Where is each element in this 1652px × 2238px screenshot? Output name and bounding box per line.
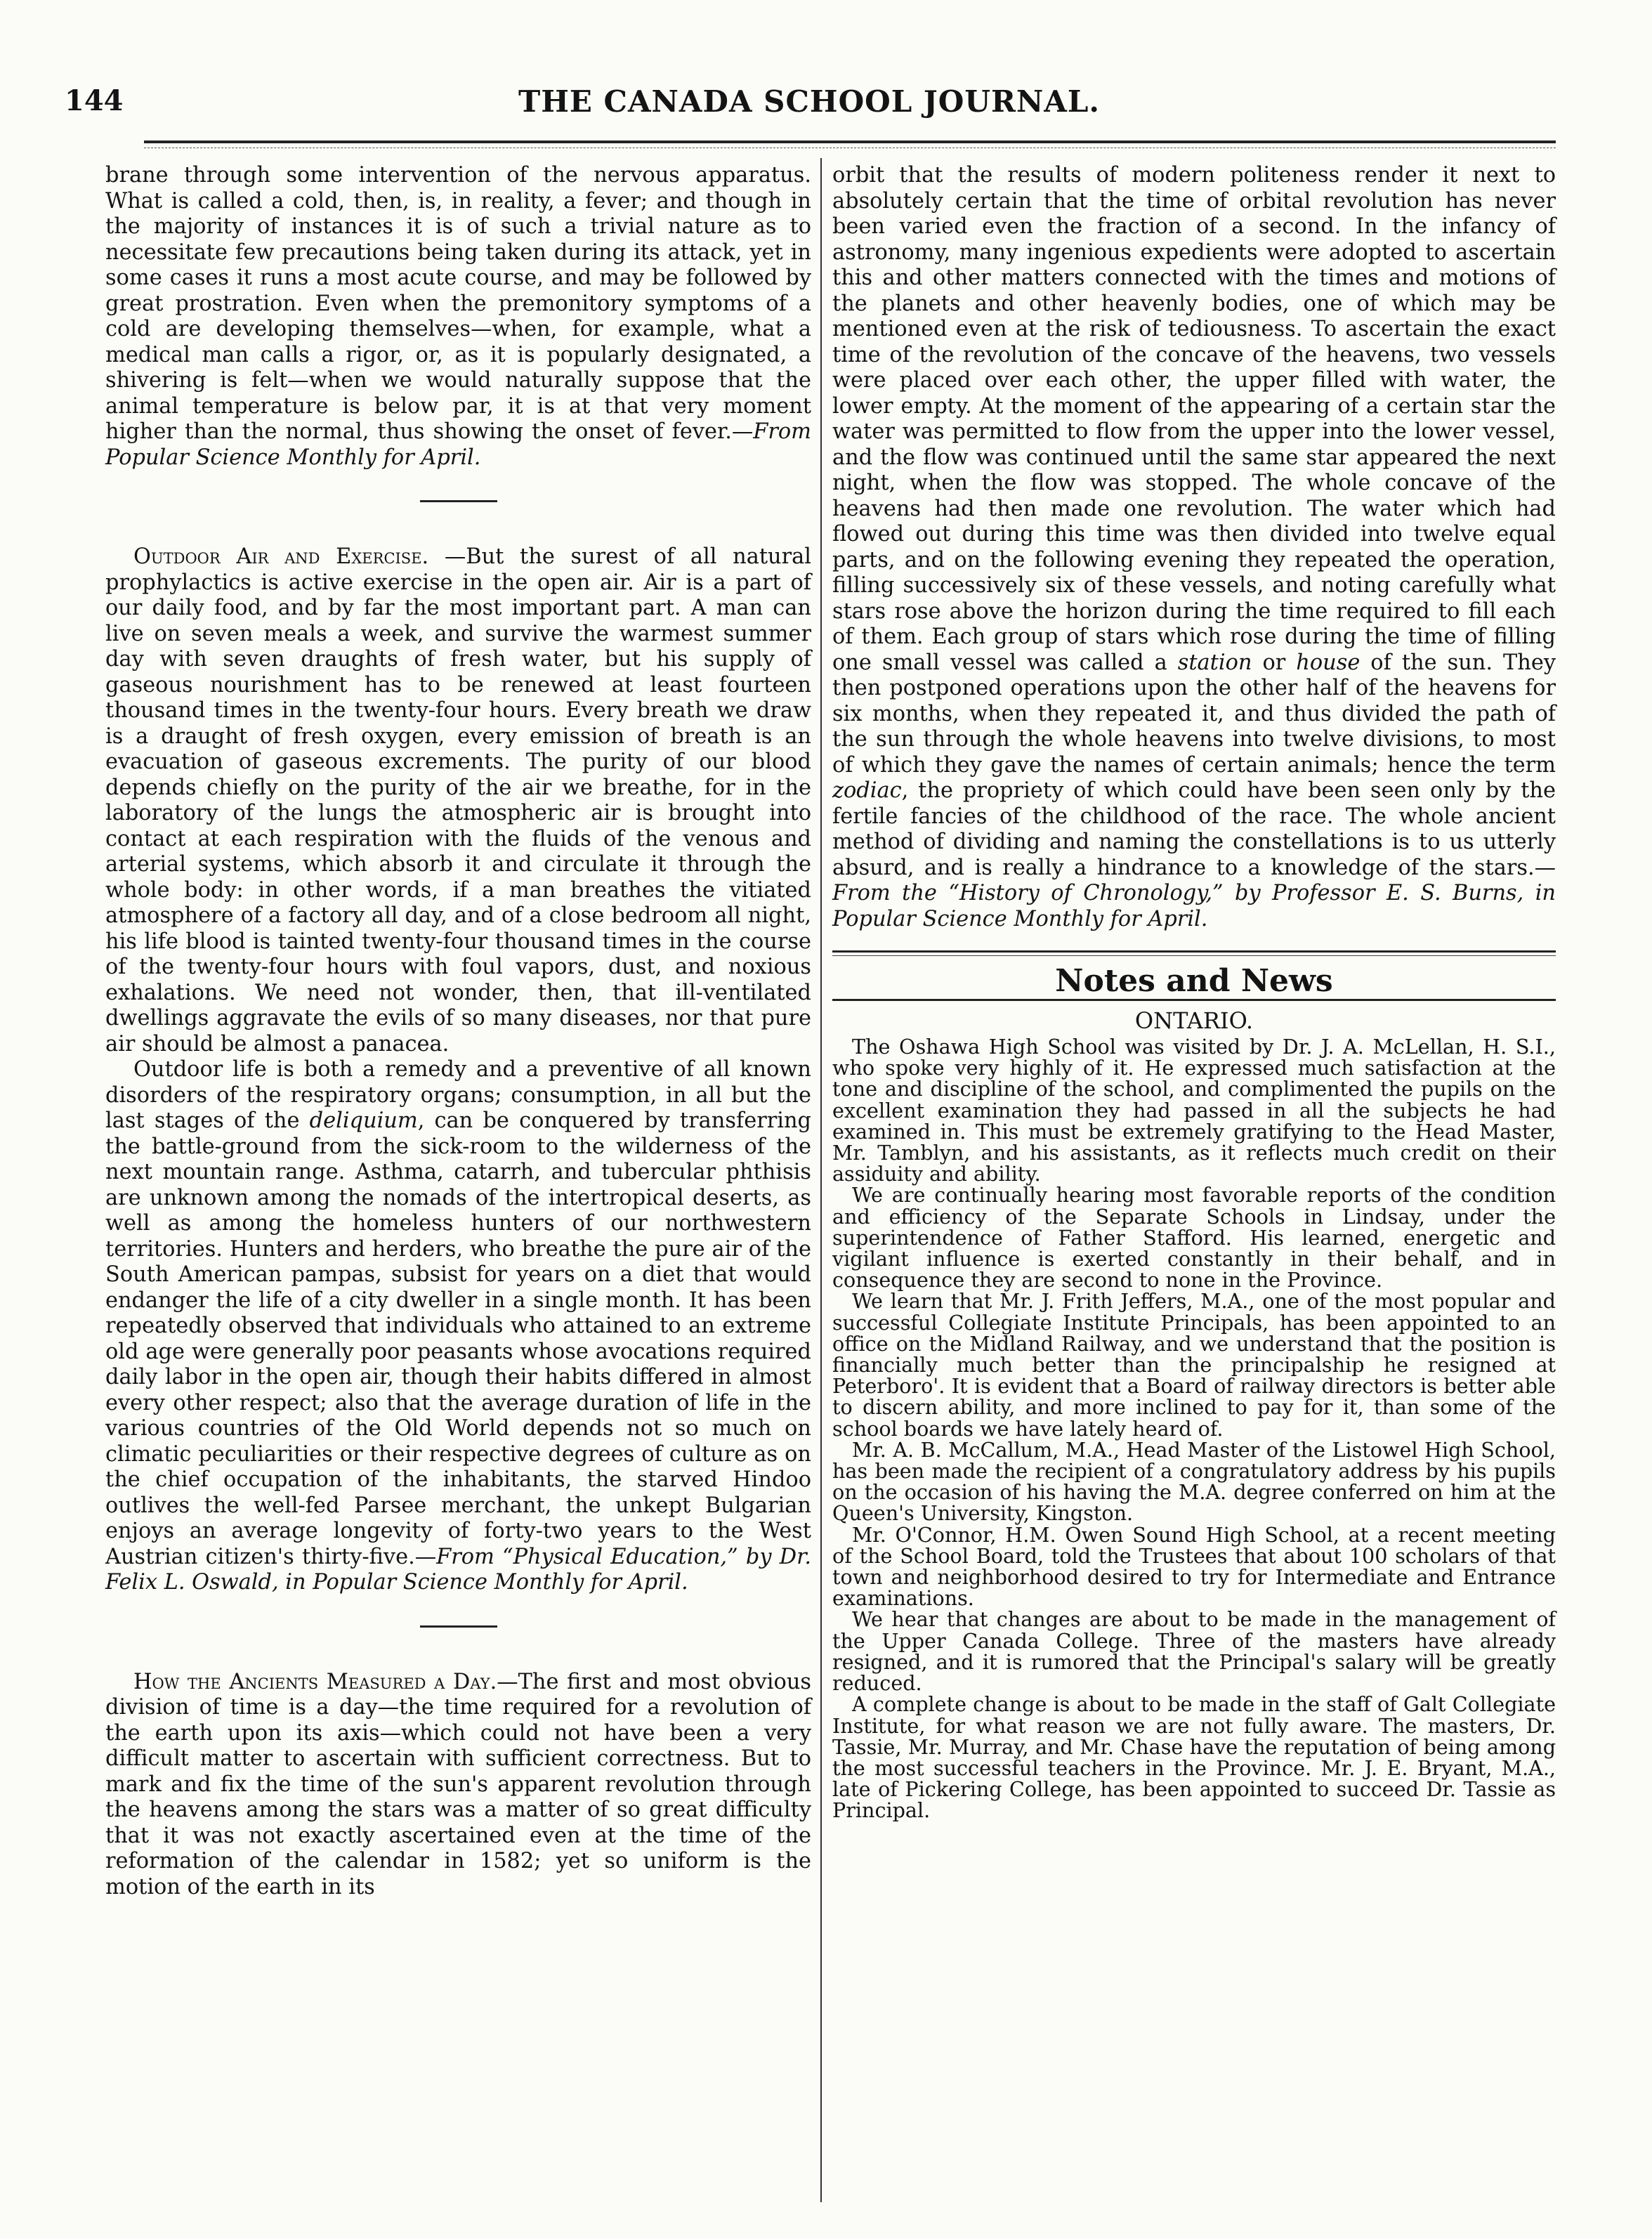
- outdoor-article-text: —But the surest of all natural prophylactics is active exercise in the open air. Air is a part of our daily food, and by far the most important part. A man can live on seven meals a week, and survive the warmest summer day with seven draughts of fresh water, but his supply of gaseous nourishment has to be renewed at least fourteen thousand times in the twenty-four hours. Every breath we draw is a draught of fresh oxygen, every emission of breath is an evacuation of gaseous excrements. The purity of our blood depends chiefly on the purity of the air we breathe, for in the laboratory of the lungs the atmospheric air is brought into contact at each respiration with the fluids of the venous and arterial systems, which absorb it and circulate it through the whole body: in other words, if a man breathes the vitiated atmosphere of a factory all day, and of a close bedroom all night, his life blood is tainted twenty-four thousand times in the course of the twenty-four hours with foul vapors, dust, and noxious exhalations. We need not wonder, then, that ill-ventilated dwellings aggravate the evils of so many diseases, nor that pure air should be almost a panacea.: [105, 544, 811, 1056]
- page-header: [65, 84, 1554, 133]
- ancients-cont-c: , the propriety of which could have been seen only by the fertile fancies of the childhood of the race. The whole ancient method of dividing and naming the constellations is to us utterly absurd, and is really a hindrance to a knowledge of the stars.: [832, 778, 1556, 880]
- news-item: Mr. A. B. McCallum, M.A., Head Master of the Listowel High School, has been made the recipient of a congratulatory address by his pupils on the occasion of his having the M.A. degree conferred on him at the Queen's University, Kingston.: [832, 1437, 1556, 1526]
- outdoor-article-paragraph-2: [105, 1057, 811, 1596]
- column-divider: [820, 158, 822, 2202]
- term-house: house: [1296, 650, 1361, 675]
- outdoor-text-a: Outdoor life is both a remedy and a preventive of all known disorders of the respiratory organs; consumption, in all but the last stages of the: [105, 1057, 811, 1133]
- outdoor-term: deliquium: [309, 1108, 418, 1133]
- news-item: A complete change is about to be made in the staff of Galt Collegiate Institute, for what reason we are not fully aware. The masters, Dr. Tassie, Mr. Murray, and Mr. Chase have the reputation of being among the most successful teachers in the Province. Mr. J. E. Bryant, M.A., late of Pickering College, has been appointed to succeed Dr. Tassie as Principal.: [832, 1692, 1556, 1823]
- outdoor-article-heading: Outdoor Air and Exercise.: [133, 544, 429, 569]
- ancients-continuation: [832, 163, 1556, 932]
- outdoor-text-b: , can be conquered by transferring the battle-ground from the sick-room to the wilderness of the next mountain range. Asthma, catarrh, and tubercular phthisis are unknown among the nomads of the intertropical deserts, as well as among the homeless hunters of our northwestern territories. Hunters and herders, who breathe the pure air of the South American pampas, subsist for years on a diet that would endanger the life of a city dweller in a single month. It has been repeatedly observed that individuals who attained to an extreme old age were generally poor peasants whose avocations required daily labor in the open air, though their habits differed in almost every other respect; also that the average duration of life in the various countries of the Old World depends not so much on climatic peculiarities or their respective degrees of culture as on the chief occupation of the inhabitants, the starved Hindoo outlives the well-fed Parsee merchant, the unkept Bulgarian enjoys an average longevity of forty-two years to the West Austrian citizen's thirty-five.: [105, 1108, 811, 1569]
- article-separator: [420, 1625, 497, 1628]
- term-zodiac: zodiac: [832, 778, 902, 803]
- outdoor-article-paragraph: [105, 544, 811, 1057]
- news-item: We are continually hearing most favorable reports of the condition and efficiency of the Separate Schools in Lindsay, under the superintendence of Father Stafford. His learned, energetic and vigilant influence is exerted constantly in their behalf, and in consequence they are second to none in the Province.: [832, 1183, 1556, 1293]
- news-list: [832, 1036, 1556, 1821]
- outdoor-article-source: —From “Physical Education,” by Dr. Felix L. Oswald, in Popular Science Monthly for April.: [105, 1544, 811, 1595]
- ancients-cont-b: of the sun. They then postponed operations upon the other half of the heavens for six months, when they repeated it, and thus divided the path of the sun through the whole heavens into twelve divisions, to most of which they gave the names of certain animals; hence the term: [832, 650, 1556, 778]
- ancients-article-paragraph: [105, 1670, 811, 1901]
- news-rule-thin: [832, 955, 1556, 956]
- term-or: or: [1252, 650, 1297, 675]
- ancients-article-text: —The first and most obvious division of time is a day—the time required for a revolution of the earth upon its axis—which could not have been a very difficult matter to ascertain with sufficient correctness. But to mark and fix the time of the sun's apparent revolution through the heavens among the stars was a matter of so great difficulty that it was not exactly ascertained even at the time of the reformation of the calendar in 1582; yet so uniform is the motion of the earth in its: [105, 1669, 811, 1899]
- header-rule: [144, 140, 1556, 143]
- news-rule-top: [832, 950, 1556, 953]
- cold-article-paragraph: [105, 163, 811, 471]
- term-station: station: [1177, 650, 1252, 675]
- left-column: [105, 163, 811, 1900]
- cold-article-text: brane through some intervention of the nervous apparatus. What is called a cold, then, is, in reality, a fever; and though in the majority of instances it is of such a trivial nature as to necessitate few precautions being taken during its attack, yet in some cases it runs a most acute course, and may be followed by great prostration. Even when the premonitory symptoms of a cold are developing themselves—when, for example, what a medical man calls a rigor, or, as it is popularly designated, a shivering is felt—when we would naturally suppose that the animal temperature is below par, it is at that very moment higher than the normal, thus showing the onset of fever.: [105, 163, 811, 444]
- news-item: We learn that Mr. J. Frith Jeffers, M.A., one of the most popular and successful Collegiate Institute Principals, has been appointed to an office on the Midland Railway, and we understand that the position is financially much better than the principalship he resigned at Peterboro'. It is evident that a Board of railway directors is better able to discern ability, and more inclined to pay for it, than some of the school boards we have lately heard of.: [832, 1289, 1556, 1441]
- page-number: 144: [65, 84, 124, 117]
- news-section-heading: Notes and News: [1055, 963, 1333, 999]
- ancients-cont-a: orbit that the results of modern politeness render it next to absolutely certain that the time of orbital revolution has never been varied even the fraction of a second. In the infancy of astronomy, many ingenious expedients were adopted to ascertain this and other matters connected with the times and motions of the planets and other heavenly bodies, one of which may be mentioned even at the risk of tediousness. To ascertain the exact time of the revolution of the concave of the heavens, two vessels were placed over each other, the upper filled with water, the lower empty. At the moment of the appearing of a certain star the water was permitted to flow from the upper into the lower vessel, and the flow was continued until the same star appeared the next night, when the flow was stopped. The whole concave of the heavens had then made one revolution. The water which had flowed out during this time was then divided into twelve equal parts, and on the following evening they repeated the operation, filling successively six of these vessels, and noting carefully what stars rose above the horizon during the time required to fill each of them. Each group of stars which rose during the time of filling one small vessel was called a: [832, 163, 1556, 675]
- cold-article-source: —From Popular Science Monthly for April.: [105, 419, 811, 470]
- right-column: [832, 163, 1556, 1821]
- ontario-heading: ONTARIO.: [1134, 1007, 1254, 1034]
- ancients-article-heading: How the Ancients Measured a Day.: [133, 1669, 497, 1694]
- news-item: Mr. O'Connor, H.M. Owen Sound High School, at a recent meeting of the School Board, told the Trustees that about 100 scholars of that town and neighborhood desired to try for Intermediate and Entrance examinations.: [832, 1522, 1556, 1611]
- article-separator: [420, 500, 497, 502]
- journal-title: THE CANADA SCHOOL JOURNAL.: [518, 84, 1101, 119]
- ancients-source: —From the “History of Chronology,” by Professor E. S. Burns, in Popular Science Monthly for April.: [832, 855, 1556, 931]
- news-item: We hear that changes are about to be made in the management of the Upper Canada College. Three of the masters have already resigned, and it is rumored that the Principal's salary will be greatly reduced.: [832, 1607, 1556, 1696]
- news-item: The Oshawa High School was visited by Dr. J. A. McLellan, H. S.I., who spoke very highly of it. He expressed much satisfaction at the tone and discipline of the school, and complimented the pupils on the excellent examination they had passed in all the subjects he had examined in. This must be extremely gratifying to the Head Master, Mr. Tamblyn, and his assistants, as it reflects much credit on their assiduity and ability.: [832, 1035, 1556, 1186]
